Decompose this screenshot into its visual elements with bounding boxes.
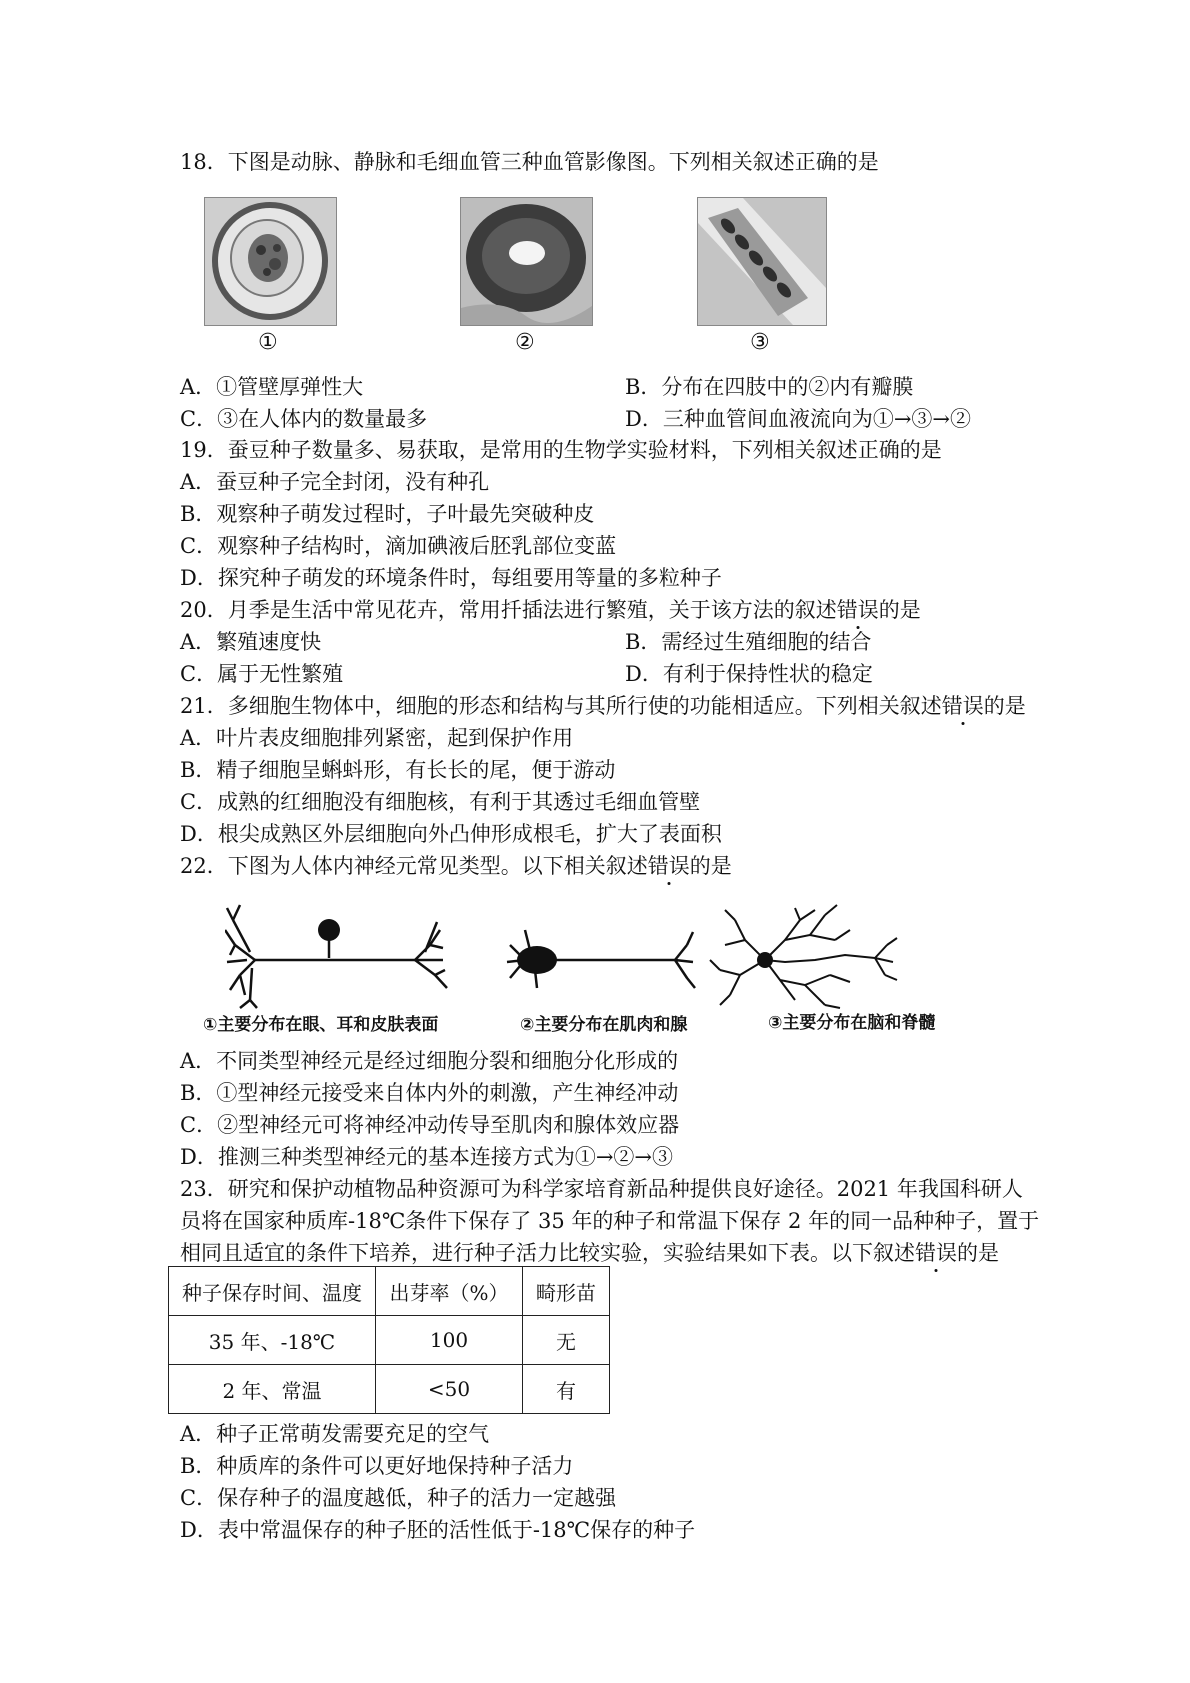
table-row <box>169 1316 610 1365</box>
neuron-figure <box>225 900 985 1010</box>
neuron-caption-1: ①主要分布在眼、耳和皮肤表面 <box>203 1015 439 1035</box>
q21-emphasis: 错误 <box>941 694 984 718</box>
q23-stem-line-1: 23．研究和保护动植物品种资源可为科学家培育新品种提供良好途径。2021 年我国科研人 <box>180 1177 1023 1201</box>
q20-option-a: A．繁殖速度快 <box>180 630 322 654</box>
q19-option-a: A．蚕豆种子完全封闭，没有种孔 <box>180 470 490 494</box>
table-header-cell: 畸形苗 <box>523 1267 610 1316</box>
seed-vitality-table <box>168 1266 610 1414</box>
q20-emphasis: 错误 <box>836 598 879 622</box>
q20-stem: 20．月季是生活中常见花卉，常用扦插法进行繁殖，关于该方法的叙述错误的是 <box>180 598 921 622</box>
neuron-inter-icon <box>710 905 897 1008</box>
neuron-motor-soma <box>517 946 557 974</box>
table-cell: 35 年、-18℃ <box>169 1316 376 1365</box>
table-header-cell: 种子保存时间、温度 <box>169 1267 376 1316</box>
q20-option-b: B．需经过生殖细胞的结合 <box>625 630 872 654</box>
neuron-caption-3: ③主要分布在脑和脊髓 <box>768 1013 936 1033</box>
q22-emphasis: 错误 <box>647 854 690 878</box>
q19-option-c: C．观察种子结构时，滴加碘液后胚乳部位变蓝 <box>180 534 617 558</box>
table-cell: 有 <box>523 1365 610 1414</box>
q23-emphasis: 错误 <box>915 1241 957 1265</box>
table-cell: 100 <box>376 1316 523 1365</box>
neuron-sensory-icon <box>225 905 447 1008</box>
q19-stem: 19．蚕豆种子数量多、易获取，是常用的生物学实验材料，下列相关叙述正确的是 <box>180 438 942 462</box>
q23-stem-line-2: 员将在国家种质库-18℃条件下保存了 35 年的种子和常温下保存 2 年的同一品种种子，置于 <box>180 1209 1040 1233</box>
q19-option-b: B．观察种子萌发过程时，子叶最先突破种皮 <box>180 502 595 526</box>
q18-option-c: C．③在人体内的数量最多 <box>180 407 428 431</box>
q22-stem: 22．下图为人体内神经元常见类型。以下相关叙述错误的是 <box>180 854 732 878</box>
vessel-label-1: ① <box>258 330 278 355</box>
q21-option-a: A．叶片表皮细胞排列紧密，起到保护作用 <box>180 726 574 750</box>
q22-option-c: C．②型神经元可将神经冲动传导至肌肉和腺体效应器 <box>180 1113 680 1137</box>
vessel-image-2 <box>460 197 593 326</box>
q23-option-d: D．表中常温保存的种子胚的活性低于-18℃保存的种子 <box>180 1518 696 1542</box>
q19-option-d: D．探究种子萌发的环境条件时，每组要用等量的多粒种子 <box>180 566 722 590</box>
q21-option-b: B．精子细胞呈蝌蚪形，有长长的尾，便于游动 <box>180 758 616 782</box>
q20-option-d: D．有利于保持性状的稳定 <box>625 662 873 686</box>
q23-option-a: A．种子正常萌发需要充足的空气 <box>180 1422 490 1446</box>
q21-stem: 21．多细胞生物体中，细胞的形态和结构与其所行使的功能相适应。下列相关叙述错误的是 <box>180 694 1026 718</box>
neuron-inter-soma <box>757 952 773 968</box>
vessel-label-2: ② <box>515 330 535 355</box>
q21-option-c: C．成熟的红细胞没有细胞核，有利于其透过毛细血管壁 <box>180 790 701 814</box>
q20-option-c: C．属于无性繁殖 <box>180 662 344 686</box>
q18-option-b: B．分布在四肢中的②内有瓣膜 <box>625 375 914 399</box>
table-cell: 2 年、常温 <box>169 1365 376 1414</box>
table-row <box>169 1365 610 1414</box>
q21-option-d: D．根尖成熟区外层细胞向外凸伸形成根毛，扩大了表面积 <box>180 822 722 846</box>
vessel-image-1 <box>204 197 337 326</box>
q18-option-a: A．①管壁厚弹性大 <box>180 375 364 399</box>
table-header-cell: 出芽率（%） <box>376 1267 523 1316</box>
q22-option-a: A．不同类型神经元是经过细胞分裂和细胞分化形成的 <box>180 1049 679 1073</box>
q22-option-d: D．推测三种类型神经元的基本连接方式为①→②→③ <box>180 1145 674 1169</box>
table-header-row <box>169 1267 610 1316</box>
q23-option-b: B．种质库的条件可以更好地保持种子活力 <box>180 1454 574 1478</box>
table-cell: 无 <box>523 1316 610 1365</box>
q18-stem: 18．下图是动脉、静脉和毛细血管三种血管影像图。下列相关叙述正确的是 <box>180 150 879 174</box>
q23-option-c: C．保存种子的温度越低，种子的活力一定越强 <box>180 1486 617 1510</box>
neuron-sensory-soma <box>318 919 340 941</box>
q18-option-d: D．三种血管间血液流向为①→③→② <box>625 407 972 431</box>
table-cell: <50 <box>376 1365 523 1414</box>
neuron-caption-2: ②主要分布在肌肉和腺 <box>520 1015 688 1035</box>
vessel-image-3 <box>697 197 827 326</box>
vessel-label-3: ③ <box>750 330 770 355</box>
q23-stem-line-3: 相同且适宜的条件下培养，进行种子活力比较实验，实验结果如下表。以下叙述错误的是 <box>180 1241 999 1265</box>
q22-option-b: B．①型神经元接受来自体内外的刺激，产生神经冲动 <box>180 1081 679 1105</box>
